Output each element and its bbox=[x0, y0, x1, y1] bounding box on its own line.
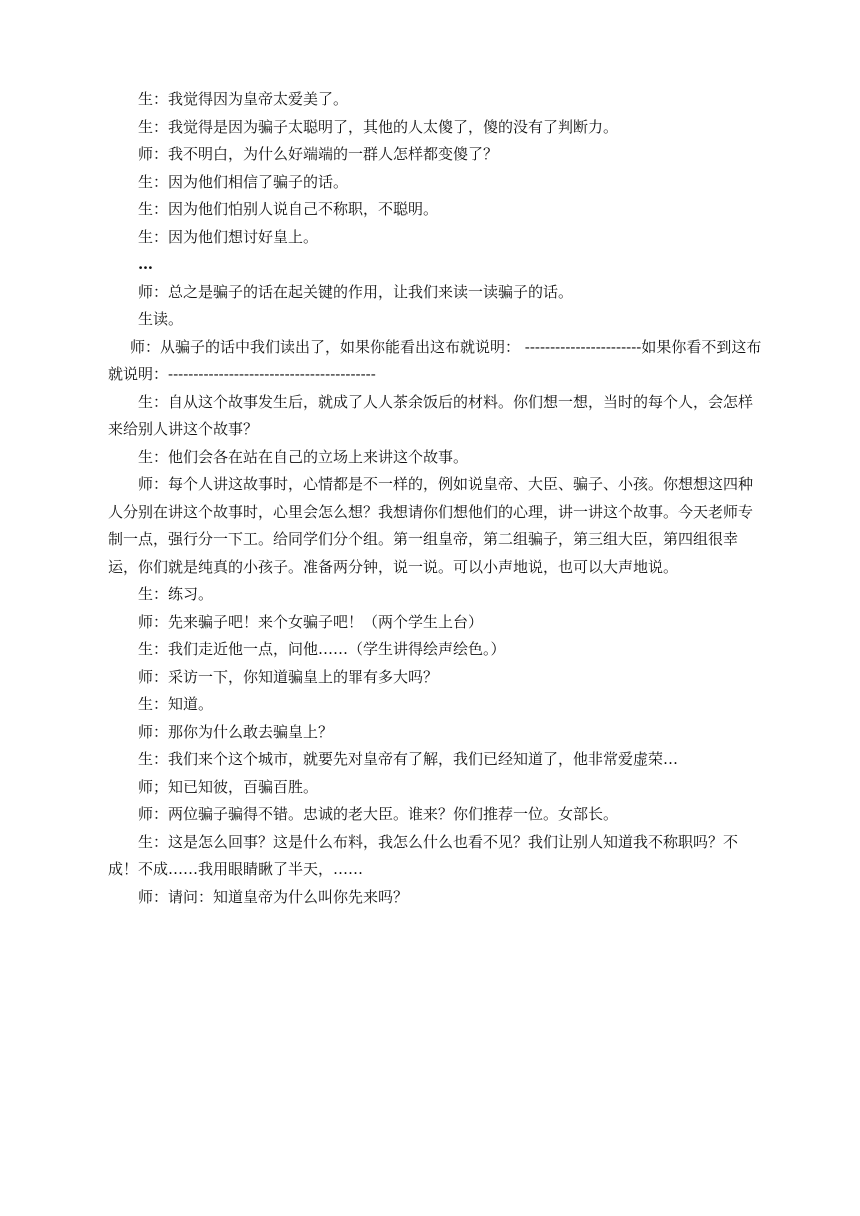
dialogue-line: 师：每个人讲这故事时，心情都是不一样的，例如说皇帝、大臣、骗子、小孩。你想想这四种人分别在讲这个故事时，心里会怎么想？我想请你们想他们的心理，讲一讲这个故事。今天老师专制一点，强行分一下工。给同学们分个组。第一组皇帝，第二组骗子，第三组大臣，第四组很幸运，你们就是纯真的小孩子。准备两分钟，说一说。可以小声地说，也可以大声地说。 bbox=[108, 475, 754, 576]
document-body bbox=[108, 86, 763, 911]
dialogue-line: 生：我觉得是因为骗子太聪明了，其他的人太傻了，傻的没有了判断力。 bbox=[138, 117, 619, 136]
dialogue-line: 生：因为他们相信了骗子的话。 bbox=[138, 172, 349, 191]
dialogue-line: 师：两位骗子骗得不错。忠诚的老大臣。谁来？你们推荐一位。女部长。 bbox=[138, 805, 619, 823]
dialogue-line: 师：从骗子的话中我们读出了，如果你能看出这布就说明： -----------------------如果你看不到这布就说明：----------------------------------------- bbox=[108, 337, 762, 383]
dialogue-line: 生：这是怎么回事？这是什么布料，我怎么什么也看不见？我们让别人知道我不称职吗？不成！不成……我用眼睛瞅了半天，…… bbox=[108, 832, 739, 878]
dialogue-line: 师：先来骗子吧！来个女骗子吧！（两个学生上台） bbox=[138, 612, 484, 631]
dialogue-line: 生：因为他们怕别人说自己不称职，不聪明。 bbox=[138, 200, 439, 218]
dialogue-line: 生：自从这个故事发生后，就成了人人茶余饭后的材料。你们想一想，当时的每个人，会怎样来给别人讲这个故事？ bbox=[108, 392, 754, 438]
dialogue-line: 生：我们走近他一点，问他……（学生讲得绘声绘色。） bbox=[138, 640, 506, 658]
ellipsis-line: … bbox=[138, 255, 152, 273]
dialogue-line: 生：我觉得因为皇帝太爱美了。 bbox=[138, 90, 349, 108]
dialogue-line: 师：采访一下，你知道骗皇上的罪有多大吗？ bbox=[138, 667, 439, 686]
dialogue-line: 师：我不明白，为什么好端端的一群人怎样都变傻了？ bbox=[138, 145, 499, 163]
dialogue-line: 师：总之是骗子的话在起关键的作用，让我们来读一读骗子的话。 bbox=[138, 282, 574, 301]
dialogue-line: 生读。 bbox=[138, 310, 184, 328]
dialogue-line: 生：知道。 bbox=[138, 695, 214, 713]
dialogue-line: 师：那你为什么敢去骗皇上？ bbox=[138, 722, 334, 741]
dialogue-line: 生：他们会各在站在自己的立场上来讲这个故事。 bbox=[138, 447, 469, 466]
dialogue-line: 师；知已知彼，百骗百胜。 bbox=[138, 777, 319, 796]
dialogue-line: 生：因为他们想讨好皇上。 bbox=[138, 227, 319, 246]
dialogue-line: 生：我们来个这个城市，就要先对皇帝有了解，我们已经知道了，他非常爱虚荣… bbox=[138, 750, 679, 768]
dialogue-line: 师：请问：知道皇帝为什么叫你先来吗？ bbox=[138, 887, 409, 906]
dialogue-line: 生：练习。 bbox=[138, 585, 214, 603]
